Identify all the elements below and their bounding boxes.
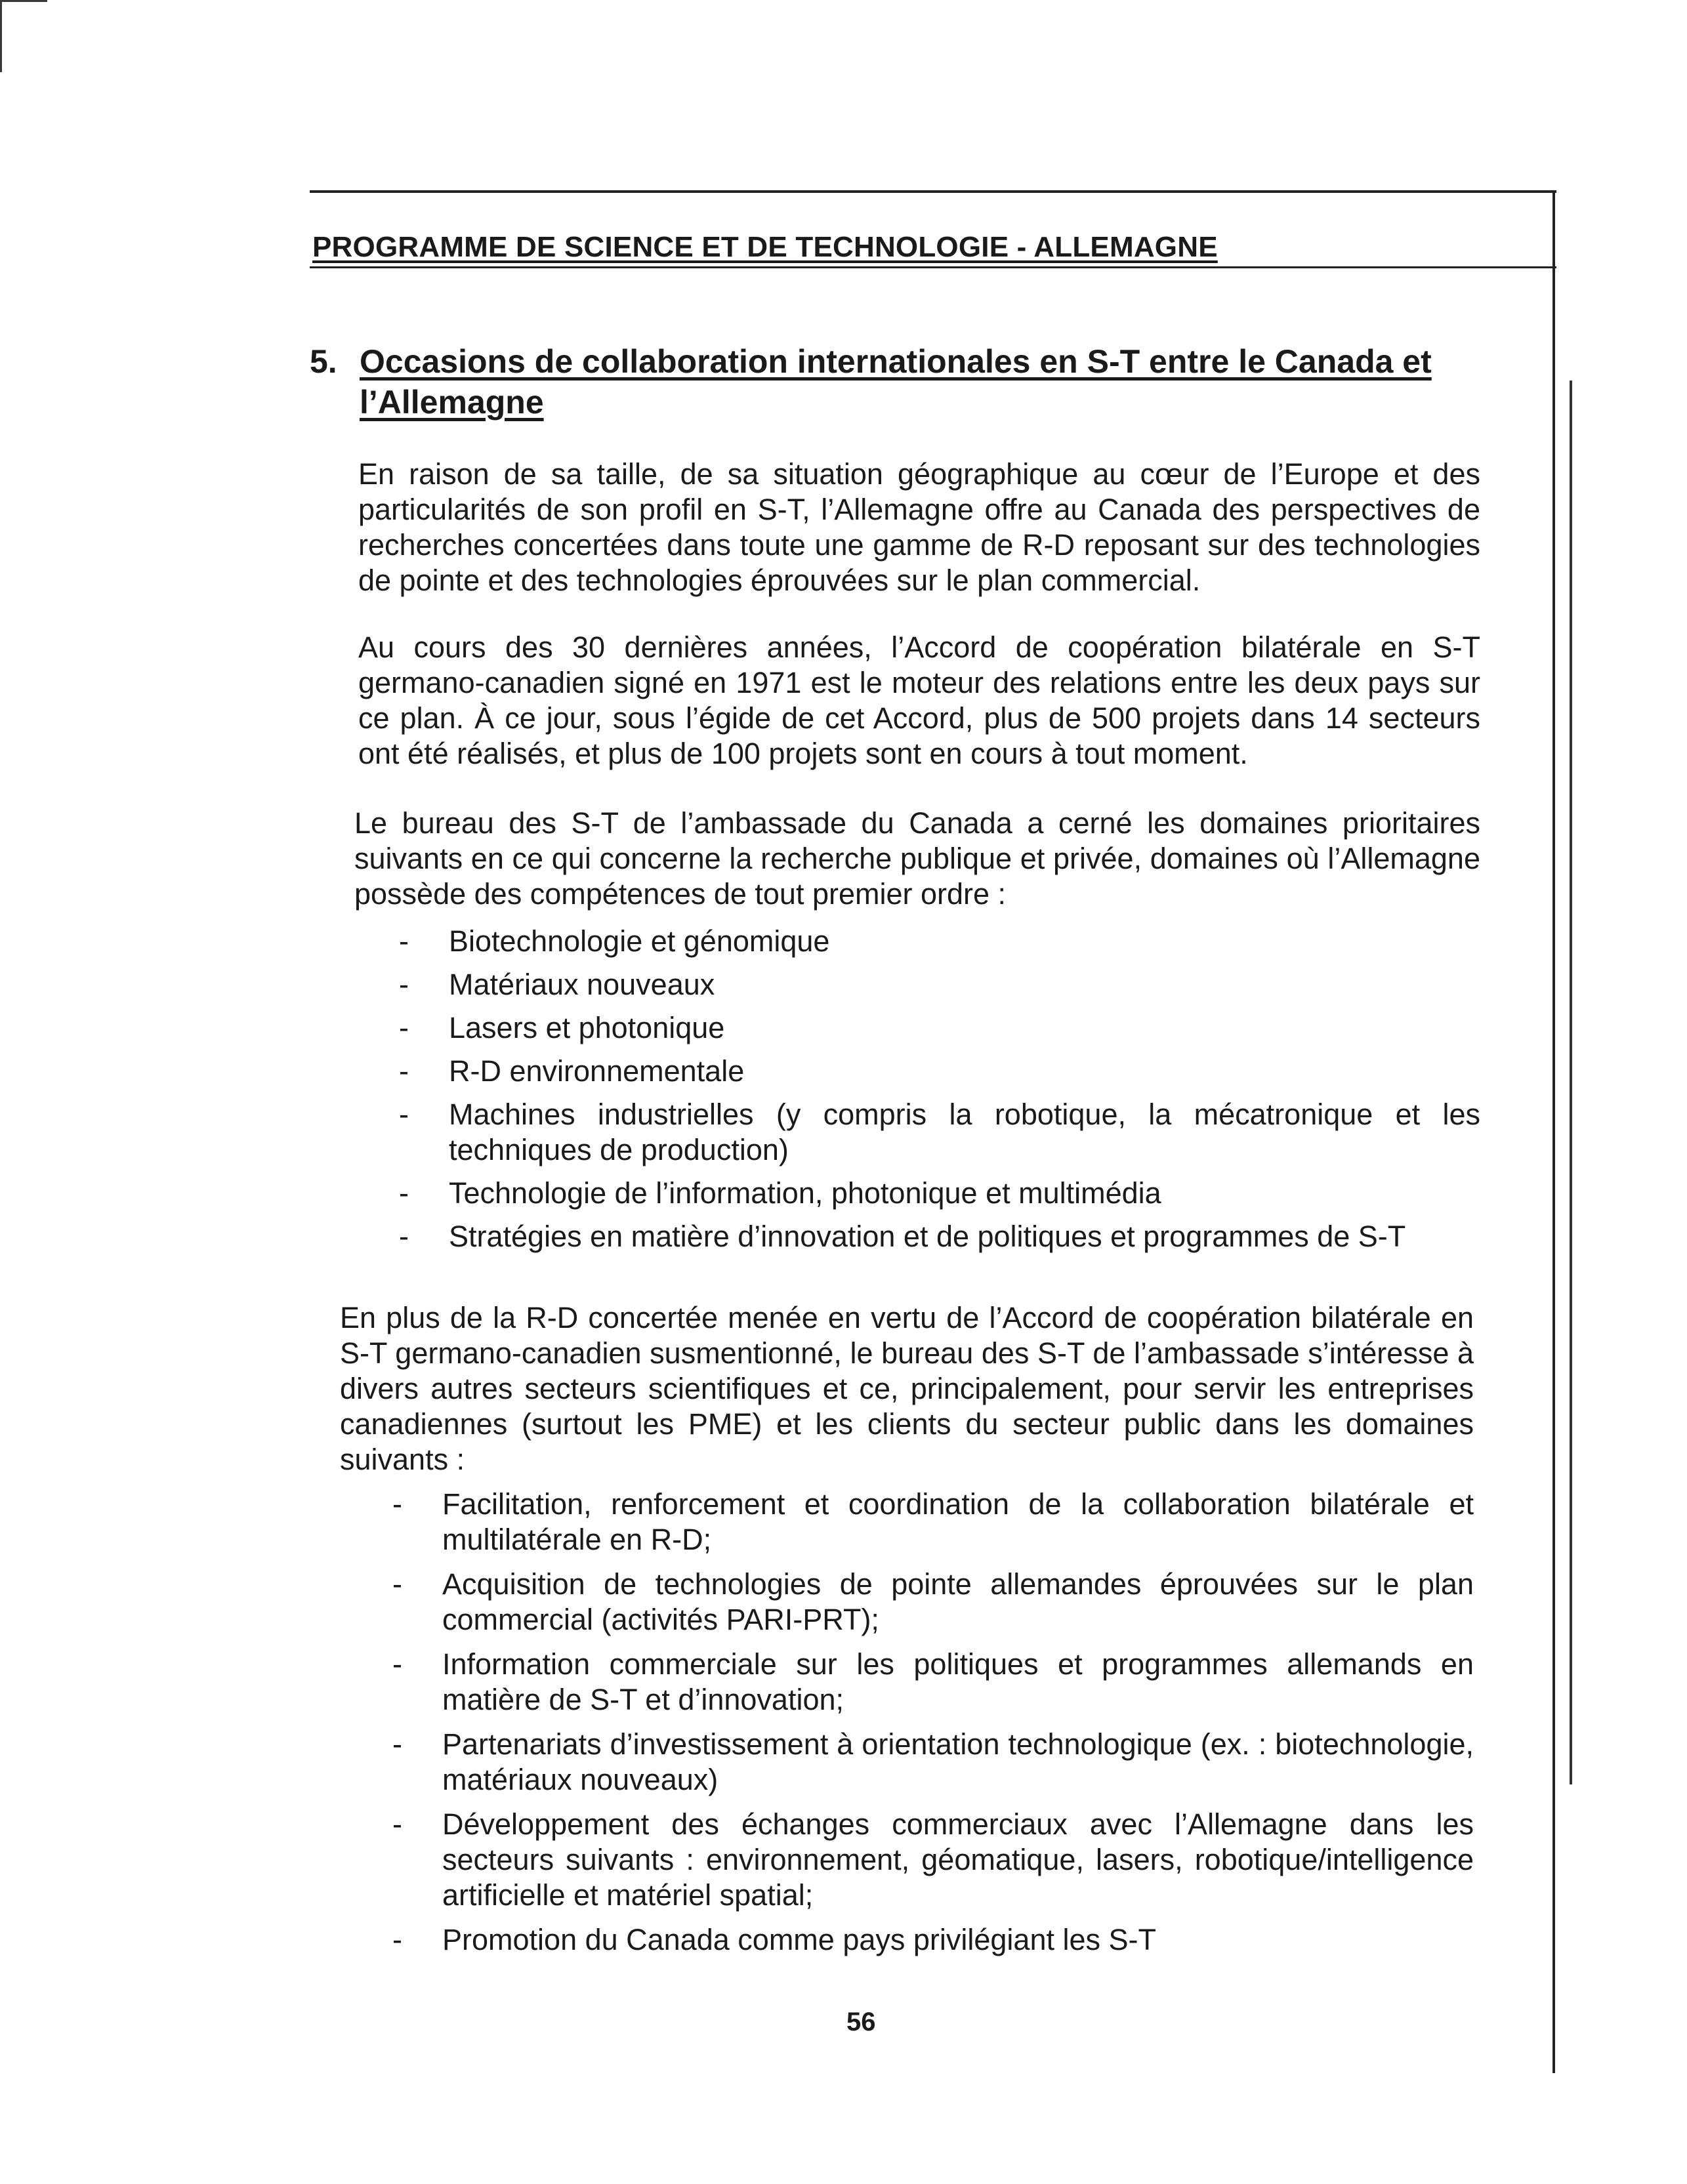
other-sectors-list	[392, 1487, 1474, 1967]
margin-change-bar	[1570, 381, 1572, 1784]
bullet-dash: -	[399, 1176, 409, 1210]
list-item: - Développement des échanges commerciaux avec l’Allemagne dans les secteurs suivants : environnement, géomatique, lasers, robotique/intelligence artificielle et matériel spatial;	[392, 1807, 1474, 1912]
scan-corner-mark-vertical	[0, 0, 2, 72]
bullet-dash: -	[392, 1923, 402, 1956]
bullet-dash: -	[399, 1054, 409, 1088]
bullet-dash: -	[392, 1487, 402, 1521]
list-item: - Lasers et photonique	[399, 1011, 725, 1044]
bullet-dash: -	[399, 1098, 409, 1131]
bullet-dash: -	[392, 1647, 402, 1681]
list-item: - Acquisition de technologies de pointe allemandes éprouvées sur le plan commercial (activités PARI-PRT);	[392, 1567, 1474, 1636]
list-item: - Biotechnologie et génomique	[399, 924, 830, 958]
bullet-dash: -	[392, 1727, 402, 1761]
bullet-dash: -	[399, 924, 409, 958]
bullet-dash: -	[399, 1220, 409, 1253]
page-frame-right-rule	[1552, 190, 1555, 2073]
list-item: - Promotion du Canada comme pays privilégiant les S-T	[392, 1923, 1156, 1956]
list-item: - R-D environnementale	[399, 1054, 745, 1088]
list-item: - Facilitation, renforcement et coordination de la collaboration bilatérale et multilatérale en R-D;	[392, 1487, 1474, 1556]
paragraph-priority-domains: Le bureau des S-T de l’ambassade du Canada a cerné les domaines prioritaires suivants en ce qui concerne la recherche publique et privée, domaines où l’Allemagne possède des compétences de tout premier ordre :	[354, 806, 1480, 911]
list-item: - Information commerciale sur les politiques et programmes allemands en matière de S-T et d’innovation;	[392, 1647, 1474, 1716]
section-title-line1: Occasions de collaboration internationales en S-T entre le Canada et	[360, 343, 1432, 380]
bullet-dash: -	[392, 1807, 402, 1841]
header-rule-top	[310, 190, 1556, 193]
header-rule-bottom	[310, 266, 1556, 268]
section-number: 5.	[310, 343, 337, 380]
list-item: - Machines industrielles (y compris la robotique, la mécatronique et les techniques de production)	[399, 1098, 1480, 1166]
running-header-title: PROGRAMME DE SCIENCE ET DE TECHNOLOGIE - ALLEMAGNE	[312, 231, 1218, 263]
bullet-dash: -	[392, 1567, 402, 1601]
section-heading	[310, 341, 1491, 422]
list-item: - Stratégies en matière d’innovation et de politiques et programmes de S-T	[399, 1220, 1406, 1253]
paragraph-agreement: Au cours des 30 dernières années, l’Accord de coopération bilatérale en S-T germano-canadien signé en 1971 est le moteur des relations entre les deux pays sur ce plan. À ce jour, sous l’égide de cet Accord, plus de 500 projets dans 14 secteurs ont été réalisés, et plus de 100 projets sont en cours à tout moment.	[358, 630, 1480, 770]
list-item: - Technologie de l’information, photonique et multimédia	[399, 1176, 1161, 1210]
page-number: 56	[846, 2008, 876, 2036]
paragraph-other-sectors: En plus de la R-D concertée menée en vertu de l’Accord de coopération bilatérale en S-T germano-canadien susmentionné, le bureau des S-T de l’ambassade s’intéresse à divers autres secteurs scientifiques et ce, principalement, pour servir les entreprises canadiennes (surtout les PME) et les clients du secteur public dans les domaines suivants :	[340, 1301, 1474, 1476]
list-item: - Partenariats d’investissement à orientation technologique (ex. : biotechnologie, matériaux nouveaux)	[392, 1727, 1474, 1796]
paragraph-intro: En raison de sa taille, de sa situation géographique au cœur de l’Europe et des particularités de son profil en S-T, l’Allemagne offre au Canada des perspectives de recherches concertées dans toute une gamme de R-D reposant sur des technologies de pointe et des technologies éprouvées sur le plan commercial.	[358, 457, 1480, 597]
priority-domains-list	[399, 924, 1480, 1262]
scan-corner-mark-horizontal	[0, 0, 47, 2]
list-item: - Matériaux nouveaux	[399, 968, 715, 1001]
section-title-line2: l’Allemagne	[360, 384, 544, 421]
bullet-dash: -	[399, 1011, 409, 1044]
bullet-dash: -	[399, 968, 409, 1001]
